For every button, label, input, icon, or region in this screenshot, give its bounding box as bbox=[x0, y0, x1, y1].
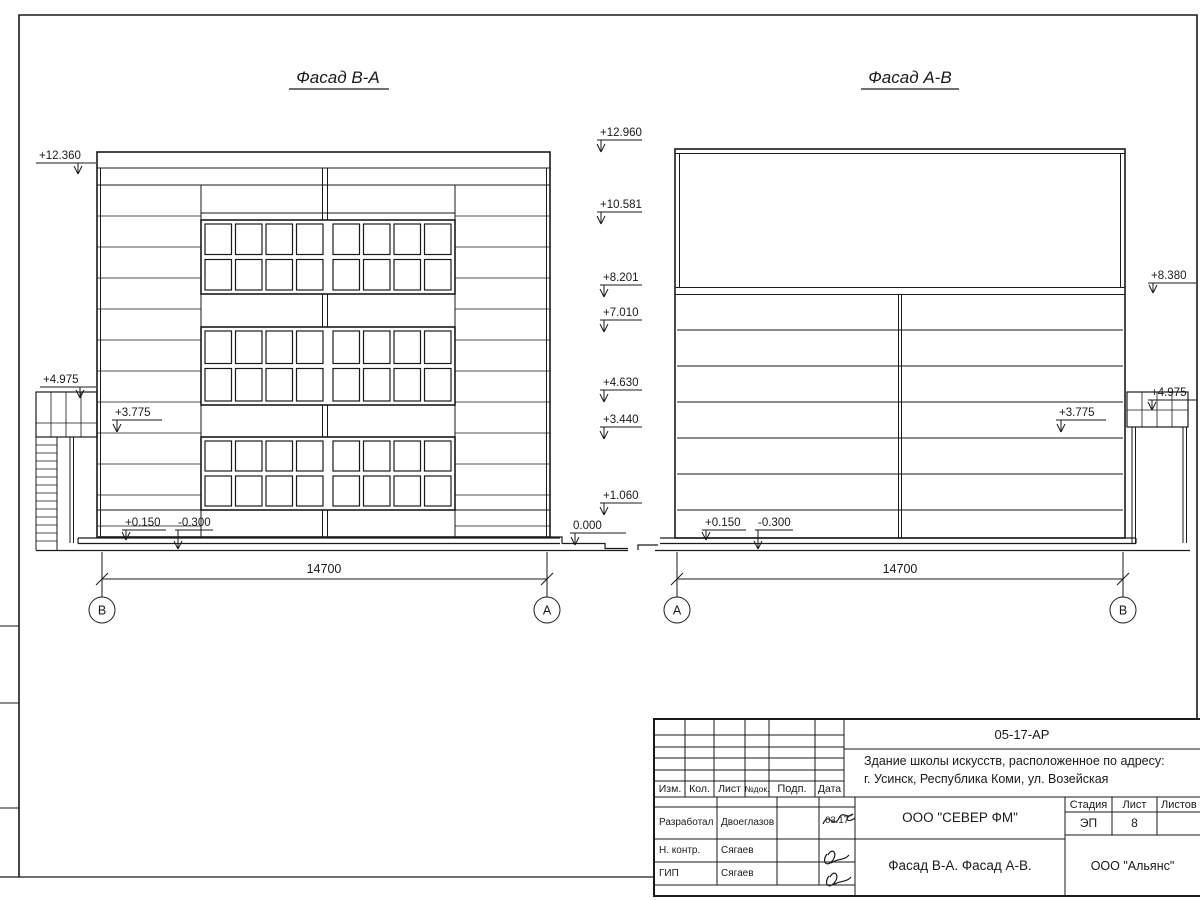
window-pane bbox=[333, 331, 360, 364]
window-pane bbox=[297, 331, 324, 364]
elevation-mark bbox=[600, 490, 642, 515]
elevation-mark bbox=[600, 377, 642, 402]
canopy-left bbox=[36, 392, 97, 437]
window-pane bbox=[236, 331, 263, 364]
window-pane bbox=[236, 441, 263, 471]
tb-stage-value: ЭП bbox=[1079, 815, 1098, 830]
window-pane bbox=[364, 260, 391, 291]
window-pane bbox=[266, 224, 293, 255]
window-bands bbox=[201, 220, 455, 510]
window-pane bbox=[425, 369, 452, 402]
tb-role-developer: Разработал bbox=[659, 817, 714, 829]
window-pane bbox=[236, 369, 263, 402]
tb-sheet-value: 8 bbox=[1131, 815, 1138, 830]
window-pane bbox=[205, 369, 232, 402]
tb-contractor: ООО "Альянс" bbox=[1090, 858, 1175, 873]
elevation-value: +7.010 bbox=[603, 307, 639, 319]
tb-sheet-title: Фасад В-А. Фасад А-В. bbox=[888, 858, 1032, 874]
window-pane bbox=[205, 476, 232, 506]
right-view-title: Фасад А-В bbox=[868, 68, 952, 87]
window-pane bbox=[236, 476, 263, 506]
window-pane bbox=[425, 260, 452, 291]
tb-sheet-label: Лист bbox=[1122, 798, 1147, 811]
tb-col-kol: Кол. bbox=[689, 783, 710, 796]
elevation-mark bbox=[600, 272, 642, 297]
tb-project-line2: г. Усинск, Республика Коми, ул. Возейская bbox=[864, 771, 1109, 786]
axis-letter: В bbox=[97, 603, 107, 618]
elevation-value: +3.775 bbox=[1059, 407, 1095, 419]
window-pane bbox=[394, 441, 421, 471]
elevation-mark bbox=[1148, 270, 1196, 293]
elevation-value: +1.060 bbox=[603, 490, 639, 502]
elevation-value: +12.360 bbox=[39, 150, 81, 162]
tb-sheets-value bbox=[1157, 813, 1200, 834]
elevation-value: +10.581 bbox=[600, 199, 642, 211]
window-pane bbox=[333, 476, 360, 506]
tb-sheets-label: Листов bbox=[1161, 798, 1197, 811]
tb-col-list: Лист bbox=[718, 783, 741, 796]
elevation-mark bbox=[570, 520, 626, 545]
dimension bbox=[89, 552, 560, 623]
tb-role-ncontr: Н. контр. bbox=[659, 844, 701, 856]
tb-col-ndok: №док. bbox=[745, 783, 769, 794]
elevation-mark bbox=[36, 150, 96, 174]
elevation-mark bbox=[600, 307, 642, 332]
window-pane bbox=[266, 331, 293, 364]
window-pane bbox=[297, 224, 324, 255]
elevation-value: +4.975 bbox=[1151, 387, 1187, 399]
window-pane bbox=[266, 476, 293, 506]
tb-col-data: Дата bbox=[817, 783, 842, 796]
tb-doc-number: 05-17-АР bbox=[994, 726, 1050, 742]
elevation-value: +12.960 bbox=[600, 127, 642, 139]
window-pane bbox=[394, 369, 421, 402]
window-pane bbox=[236, 260, 263, 291]
dimension bbox=[664, 552, 1136, 623]
view-title-right bbox=[861, 68, 959, 89]
tb-col-podp: Подп. bbox=[777, 783, 807, 796]
tb-date-developer: 03.17 bbox=[825, 814, 849, 826]
elevation-value: +4.975 bbox=[43, 374, 79, 386]
window-pane bbox=[333, 224, 360, 255]
ladder-rung bbox=[36, 445, 57, 541]
window-pane bbox=[425, 331, 452, 364]
elevation-mark bbox=[40, 374, 96, 398]
window-pane bbox=[364, 441, 391, 471]
title-block bbox=[653, 718, 1200, 897]
window-pane bbox=[394, 331, 421, 364]
elevation-value: +8.201 bbox=[603, 272, 639, 284]
window-pane bbox=[205, 331, 232, 364]
axis-letter: А bbox=[672, 603, 682, 618]
elevation-mark bbox=[600, 414, 642, 439]
tb-col-izm: Изм. bbox=[658, 783, 682, 796]
elevation-value: +3.775 bbox=[115, 407, 151, 419]
tb-stage-label: Стадия bbox=[1069, 798, 1108, 811]
window-band bbox=[201, 220, 455, 294]
elevation-value: 0.000 bbox=[573, 520, 602, 532]
window-pane bbox=[364, 369, 391, 402]
window-pane bbox=[236, 224, 263, 255]
ground-lines bbox=[36, 537, 1190, 551]
elevation-value: +3.440 bbox=[603, 414, 639, 426]
elevation-value: -0.300 bbox=[758, 517, 791, 529]
facade-right-drawing bbox=[675, 149, 1188, 543]
window-pane bbox=[394, 476, 421, 506]
window-pane bbox=[364, 476, 391, 506]
elevation-mark bbox=[112, 407, 162, 432]
left-view-title: Фасад В-А bbox=[296, 68, 380, 87]
axis-letter: В bbox=[1118, 603, 1128, 618]
window-pane bbox=[364, 331, 391, 364]
tb-project-line1: Здание школы искусств, расположенное по адресу: bbox=[864, 753, 1165, 768]
window-pane bbox=[297, 441, 324, 471]
dimensions-and-axes bbox=[89, 552, 1136, 623]
window-pane bbox=[266, 441, 293, 471]
window-pane bbox=[205, 224, 232, 255]
window-pane bbox=[394, 260, 421, 291]
dimension-value: 14700 bbox=[882, 562, 918, 576]
elevation-value: +0.150 bbox=[125, 517, 161, 529]
tb-name-ncontr: Сягаев bbox=[721, 844, 754, 856]
window-pane bbox=[266, 260, 293, 291]
elevation-value: +4.630 bbox=[603, 377, 639, 389]
canopy-posts bbox=[1132, 427, 1187, 543]
window-pane bbox=[425, 224, 452, 255]
tb-company: ООО "СЕВЕР ФМ" bbox=[902, 810, 1018, 826]
tb-name-gip: Сягаев bbox=[721, 867, 754, 879]
window-pane bbox=[297, 369, 324, 402]
window-pane bbox=[394, 224, 421, 255]
view-title-left bbox=[289, 68, 389, 89]
tb-name-developer: Двоеглазов bbox=[721, 817, 775, 829]
elevation-mark bbox=[597, 199, 642, 224]
fold-marks bbox=[0, 626, 19, 808]
window-pane bbox=[333, 369, 360, 402]
elevation-value: -0.300 bbox=[178, 517, 211, 529]
axis-letter: А bbox=[542, 603, 552, 618]
window-pane bbox=[205, 441, 232, 471]
window-band bbox=[201, 327, 455, 405]
dimension-value: 14700 bbox=[306, 562, 342, 576]
elevation-marks bbox=[36, 127, 1196, 549]
window-pane bbox=[297, 476, 324, 506]
elevation-mark bbox=[1056, 407, 1106, 432]
elevation-value: +8.380 bbox=[1151, 270, 1187, 282]
window-pane bbox=[205, 260, 232, 291]
elevation-mark bbox=[174, 517, 213, 549]
elevation-value: +0.150 bbox=[705, 517, 741, 529]
window-band bbox=[201, 437, 455, 510]
elevation-mark bbox=[754, 517, 793, 549]
window-pane bbox=[425, 441, 452, 471]
window-pane bbox=[333, 441, 360, 471]
window-pane bbox=[333, 260, 360, 291]
ladder-rungs bbox=[36, 445, 57, 541]
window-pane bbox=[425, 476, 452, 506]
window-pane bbox=[297, 260, 324, 291]
signature bbox=[827, 873, 851, 886]
elevation-mark bbox=[702, 517, 746, 540]
window-pane bbox=[266, 369, 293, 402]
window-pane bbox=[364, 224, 391, 255]
elevation-mark bbox=[597, 127, 642, 152]
tb-role-gip: ГИП bbox=[659, 867, 679, 879]
facade-left-drawing bbox=[36, 152, 550, 550]
